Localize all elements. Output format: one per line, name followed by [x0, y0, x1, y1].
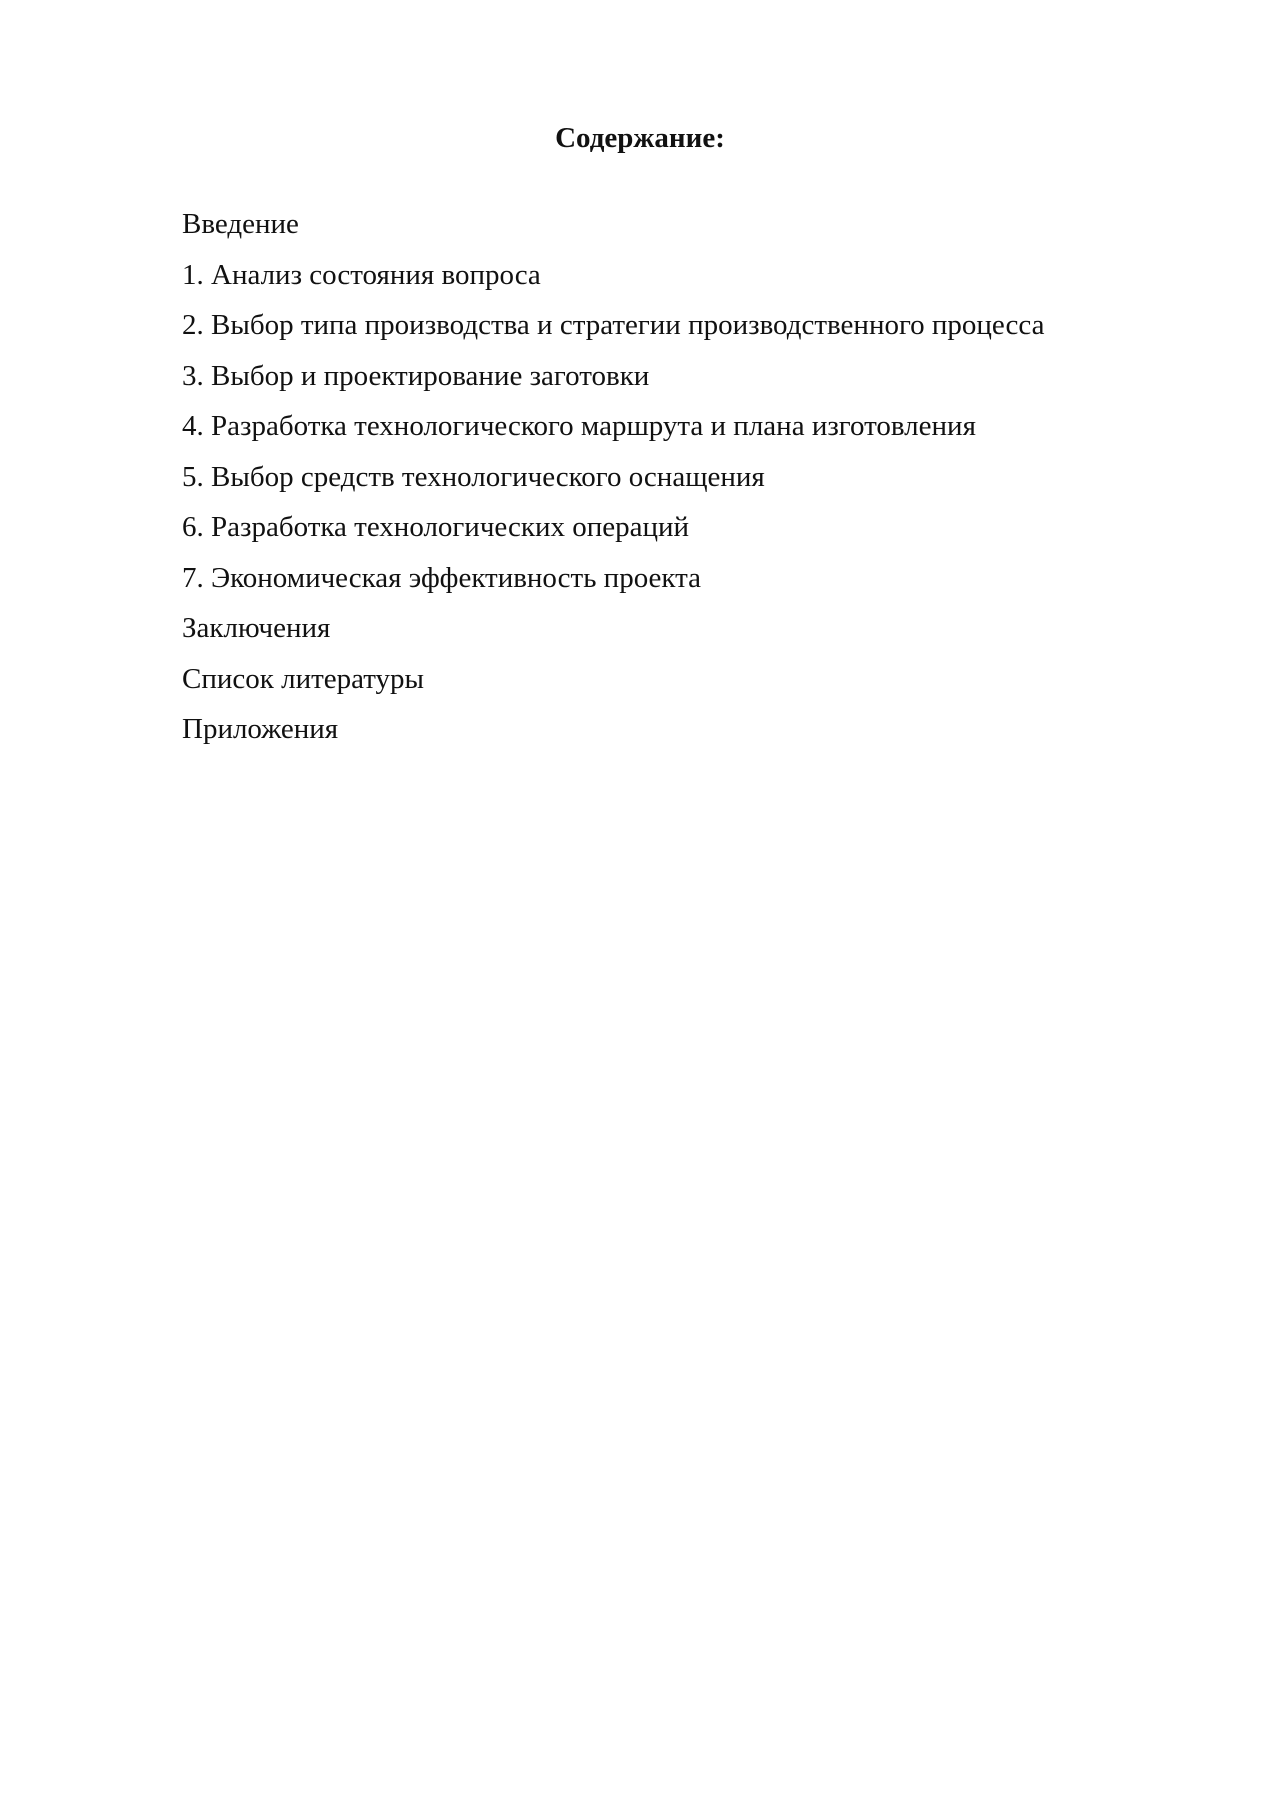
toc-item-5: 5. Выбор средств технологического оснащения: [182, 460, 765, 493]
toc-item-2: 2. Выбор типа производства и стратегии производственного процесса: [182, 309, 1045, 341]
toc-item-introduction: Введение: [182, 208, 299, 240]
toc-item-1: 1. Анализ состояния вопроса: [182, 258, 541, 291]
toc-item-3: 3. Выбор и проектирование заготовки: [182, 359, 650, 392]
toc-item-6: 6. Разработка технологических операций: [182, 511, 690, 543]
toc-item-appendices: Приложения: [182, 713, 339, 745]
toc-item-references: Список литературы: [182, 662, 425, 695]
toc-item-4: 4. Разработка технологического маршрута и плана изготовления: [182, 410, 976, 442]
toc-item-conclusions: Заключения: [182, 612, 331, 644]
table-of-contents: [182, 204, 1044, 760]
toc-item-7: 7. Экономическая эффективность проекта: [182, 561, 702, 594]
page-title: Содержание:: [555, 122, 725, 154]
